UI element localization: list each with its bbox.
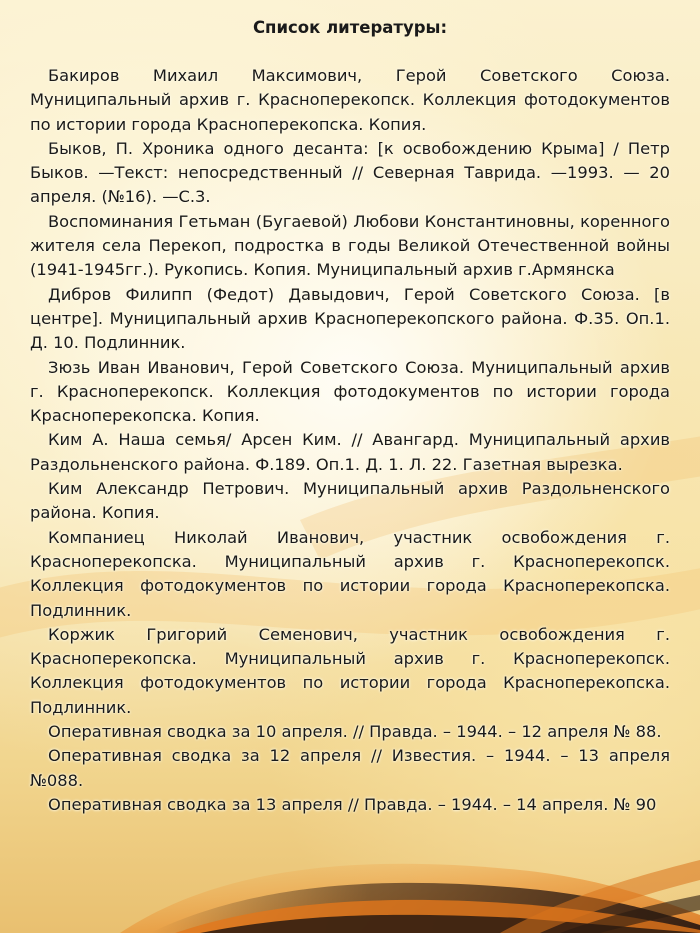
page-title: Список литературы:	[252, 18, 448, 37]
bibliography-entry-9: Коржик Григорий Семенович, участник освобождения г. Красноперекопска. Муниципальный архив г. Красноперекопск. Коллекция фотодокументов по истории города Красноперекопска. Подлинник.	[30, 624, 670, 717]
bibliography-entry-7: Ким Александр Петрович. Муниципальный архив Раздольненского района. Копия.	[30, 479, 670, 523]
bibliography-entry-5: Зюзь Иван Иванович, Герой Советского Союза. Муниципальный архив г. Красноперекопск. Коллекция фотодокументов по истории города Красноперекопска. Копия.	[30, 357, 670, 426]
bibliography-entry-3: Воспоминания Гетьман (Бугаевой) Любови Константиновны, коренного жителя села Перекоп, подростка в годы Великой Отечественной войны (1941-1945гг.). Рукопись. Копия. Муниципальный архив г.Армянска	[30, 211, 670, 280]
bibliography-entry-12: Оперативная сводка за 13 апреля // Правда. – 1944. – 14 апреля. № 90	[48, 794, 657, 814]
bibliography-page	[30, 16, 670, 817]
bibliography-entry-2: Быков, П. Хроника одного десанта: [к освобождению Крыма] / Петр Быков. —Текст: непосредственный // Северная Таврида. —1993. — 20 апреля. (№16). —С.3.	[30, 138, 670, 207]
bibliography-list	[30, 64, 670, 817]
bibliography-entry-1: Бакиров Михаил Максимович, Герой Советского Союза. Муниципальный архив г. Красноперекопск. Коллекция фотодокументов по истории города Красноперекопска. Копия.	[30, 66, 670, 134]
bibliography-entry-10: Оперативная сводка за 10 апреля. // Правда. – 1944. – 12 апреля № 88.	[48, 722, 662, 742]
bibliography-entry-8: Компаниец Николай Иванович, участник освобождения г. Красноперекопска. Муниципальный архив г. Красноперекопск. Коллекция фотодокументов по истории города Красноперекопска. Подлинник.	[30, 527, 670, 620]
bibliography-entry-6: Ким А. Наша семья/ Арсен Ким. // Авангард. Муниципальный архив Раздольненского района. Ф.189. Оп.1. Д. 1. Л. 22. Газетная вырезка.	[30, 430, 670, 474]
bibliography-entry-11: Оперативная сводка за 12 апреля // Известия. – 1944. – 13 апреля №088.	[30, 746, 670, 790]
bibliography-entry-4: Дибров Филипп (Федот) Давыдович, Герой Советского Союза. [в центре]. Муниципальный архив Красноперекопского района. Ф.35. Оп.1. Д. 10. Подлинник.	[30, 284, 670, 353]
